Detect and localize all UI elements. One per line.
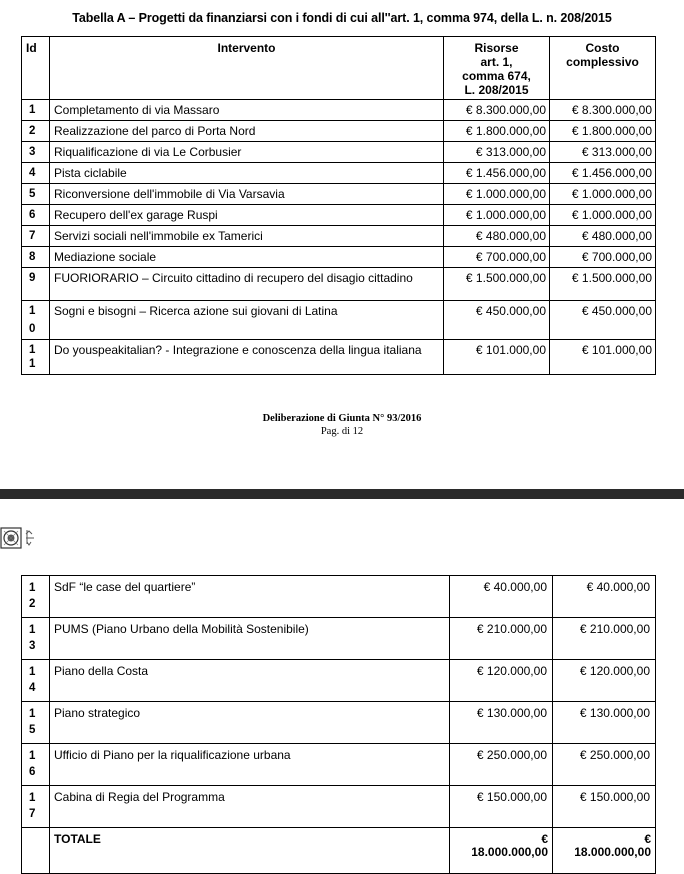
- total-row: [22, 828, 656, 874]
- row-costo: € 210.000,00: [553, 618, 656, 660]
- table-row: [22, 340, 656, 375]
- row-id: 4: [22, 163, 50, 184]
- row-costo: € 1.800.000,00: [550, 121, 656, 142]
- row-intervento: Completamento di via Massaro: [50, 100, 444, 121]
- table-row: [22, 247, 656, 268]
- row-risorse: € 1.500.000,00: [444, 268, 550, 301]
- row-risorse: € 1.800.000,00: [444, 121, 550, 142]
- row-intervento: Riconversione dell'immobile di Via Varsavia: [50, 184, 444, 205]
- header-risorse: Risorse art. 1, comma 674, L. 208/2015: [444, 37, 550, 100]
- table-title: Tabella A – Progetti da finanziarsi con i fondi di cui all''art. 1, comma 974, della L. n. 208/2015: [72, 11, 612, 25]
- row-costo: € 700.000,00: [550, 247, 656, 268]
- row-risorse: € 700.000,00: [444, 247, 550, 268]
- row-costo: € 480.000,00: [550, 226, 656, 247]
- total-id-cell: [22, 828, 50, 874]
- row-intervento: Recupero dell'ex garage Ruspi: [50, 205, 444, 226]
- row-id: 1 1: [22, 340, 50, 375]
- page-divider: [0, 489, 684, 499]
- table-row: [22, 205, 656, 226]
- document-page-2: [0, 499, 684, 859]
- row-costo: € 1.000.000,00: [550, 205, 656, 226]
- row-id: 2: [22, 121, 50, 142]
- row-risorse: € 313.000,00: [444, 142, 550, 163]
- row-intervento: PUMS (Piano Urbano della Mobilità Sostenibile): [50, 618, 450, 660]
- row-id: 1 0: [22, 301, 50, 340]
- row-costo: € 1.000.000,00: [550, 184, 656, 205]
- row-risorse: € 1.000.000,00: [444, 184, 550, 205]
- row-intervento: Sogni e bisogni – Ricerca azione sui giovani di Latina: [50, 301, 444, 340]
- table-row: [22, 786, 656, 828]
- row-risorse: € 40.000,00: [450, 576, 553, 618]
- row-risorse: € 150.000,00: [450, 786, 553, 828]
- row-costo: € 101.000,00: [550, 340, 656, 375]
- row-id: 1 2: [22, 576, 50, 618]
- row-risorse: € 1.456.000,00: [444, 163, 550, 184]
- table-row: [22, 226, 656, 247]
- projects-table: [21, 36, 656, 375]
- row-costo: € 1.500.000,00: [550, 268, 656, 301]
- table-row: [22, 163, 656, 184]
- table-header-row: [22, 37, 656, 100]
- page-footer: [0, 412, 684, 438]
- row-id: 1 7: [22, 786, 50, 828]
- table-row: [22, 660, 656, 702]
- row-intervento: Do youspeakitalian? - Integrazione e conoscenza della lingua italiana: [50, 340, 444, 375]
- row-id: 5: [22, 184, 50, 205]
- row-risorse: € 480.000,00: [444, 226, 550, 247]
- row-id: 9: [22, 268, 50, 301]
- row-intervento: Cabina di Regia del Programma: [50, 786, 450, 828]
- row-id: 6: [22, 205, 50, 226]
- row-intervento: Riqualificazione di via Le Corbusier: [50, 142, 444, 163]
- municipal-seal-icon: [0, 526, 40, 550]
- row-intervento: Servizi sociali nell'immobile ex Tamerici: [50, 226, 444, 247]
- header-intervento: Intervento: [50, 37, 444, 100]
- table-row: [22, 142, 656, 163]
- row-id: 7: [22, 226, 50, 247]
- row-risorse: € 210.000,00: [450, 618, 553, 660]
- table-row: [22, 744, 656, 786]
- projects-table-continued: [21, 575, 656, 874]
- table-row: [22, 184, 656, 205]
- total-risorse: € 18.000.000,00: [450, 828, 553, 874]
- header-id: Id: [22, 37, 50, 100]
- row-id: 8: [22, 247, 50, 268]
- row-costo: € 250.000,00: [553, 744, 656, 786]
- row-costo: € 120.000,00: [553, 660, 656, 702]
- row-costo: € 150.000,00: [553, 786, 656, 828]
- row-costo: € 8.300.000,00: [550, 100, 656, 121]
- row-intervento: Piano strategico: [50, 702, 450, 744]
- row-intervento: Realizzazione del parco di Porta Nord: [50, 121, 444, 142]
- table-row: [22, 576, 656, 618]
- header-costo: Costo complessivo: [550, 37, 656, 100]
- row-costo: € 1.456.000,00: [550, 163, 656, 184]
- table-row: [22, 268, 656, 301]
- total-label: TOTALE: [50, 828, 450, 874]
- row-intervento: Piano della Costa: [50, 660, 450, 702]
- row-id: 3: [22, 142, 50, 163]
- row-costo: € 450.000,00: [550, 301, 656, 340]
- row-id: 1 6: [22, 744, 50, 786]
- row-id: 1 3: [22, 618, 50, 660]
- row-risorse: € 101.000,00: [444, 340, 550, 375]
- table-row: [22, 702, 656, 744]
- row-risorse: € 250.000,00: [450, 744, 553, 786]
- row-intervento: Mediazione sociale: [50, 247, 444, 268]
- row-costo: € 313.000,00: [550, 142, 656, 163]
- row-intervento: Ufficio di Piano per la riqualificazione urbana: [50, 744, 450, 786]
- row-id: 1 4: [22, 660, 50, 702]
- row-costo: € 40.000,00: [553, 576, 656, 618]
- row-risorse: € 120.000,00: [450, 660, 553, 702]
- row-risorse: € 450.000,00: [444, 301, 550, 340]
- total-costo: € 18.000.000,00: [553, 828, 656, 874]
- row-risorse: € 8.300.000,00: [444, 100, 550, 121]
- row-intervento: Pista ciclabile: [50, 163, 444, 184]
- row-intervento: FUORIORARIO – Circuito cittadino di recupero del disagio cittadino: [50, 268, 444, 301]
- row-risorse: € 130.000,00: [450, 702, 553, 744]
- row-intervento: SdF “le case del quartiere”: [50, 576, 450, 618]
- row-id: 1: [22, 100, 50, 121]
- row-costo: € 130.000,00: [553, 702, 656, 744]
- table-row: [22, 618, 656, 660]
- table-row: [22, 121, 656, 142]
- table-row: [22, 100, 656, 121]
- row-id: 1 5: [22, 702, 50, 744]
- deliberazione-label: Deliberazione di Giunta N° 93/2016: [262, 413, 422, 424]
- page-number: Pag. di 12: [320, 426, 364, 437]
- table-row: [22, 301, 656, 340]
- row-risorse: € 1.000.000,00: [444, 205, 550, 226]
